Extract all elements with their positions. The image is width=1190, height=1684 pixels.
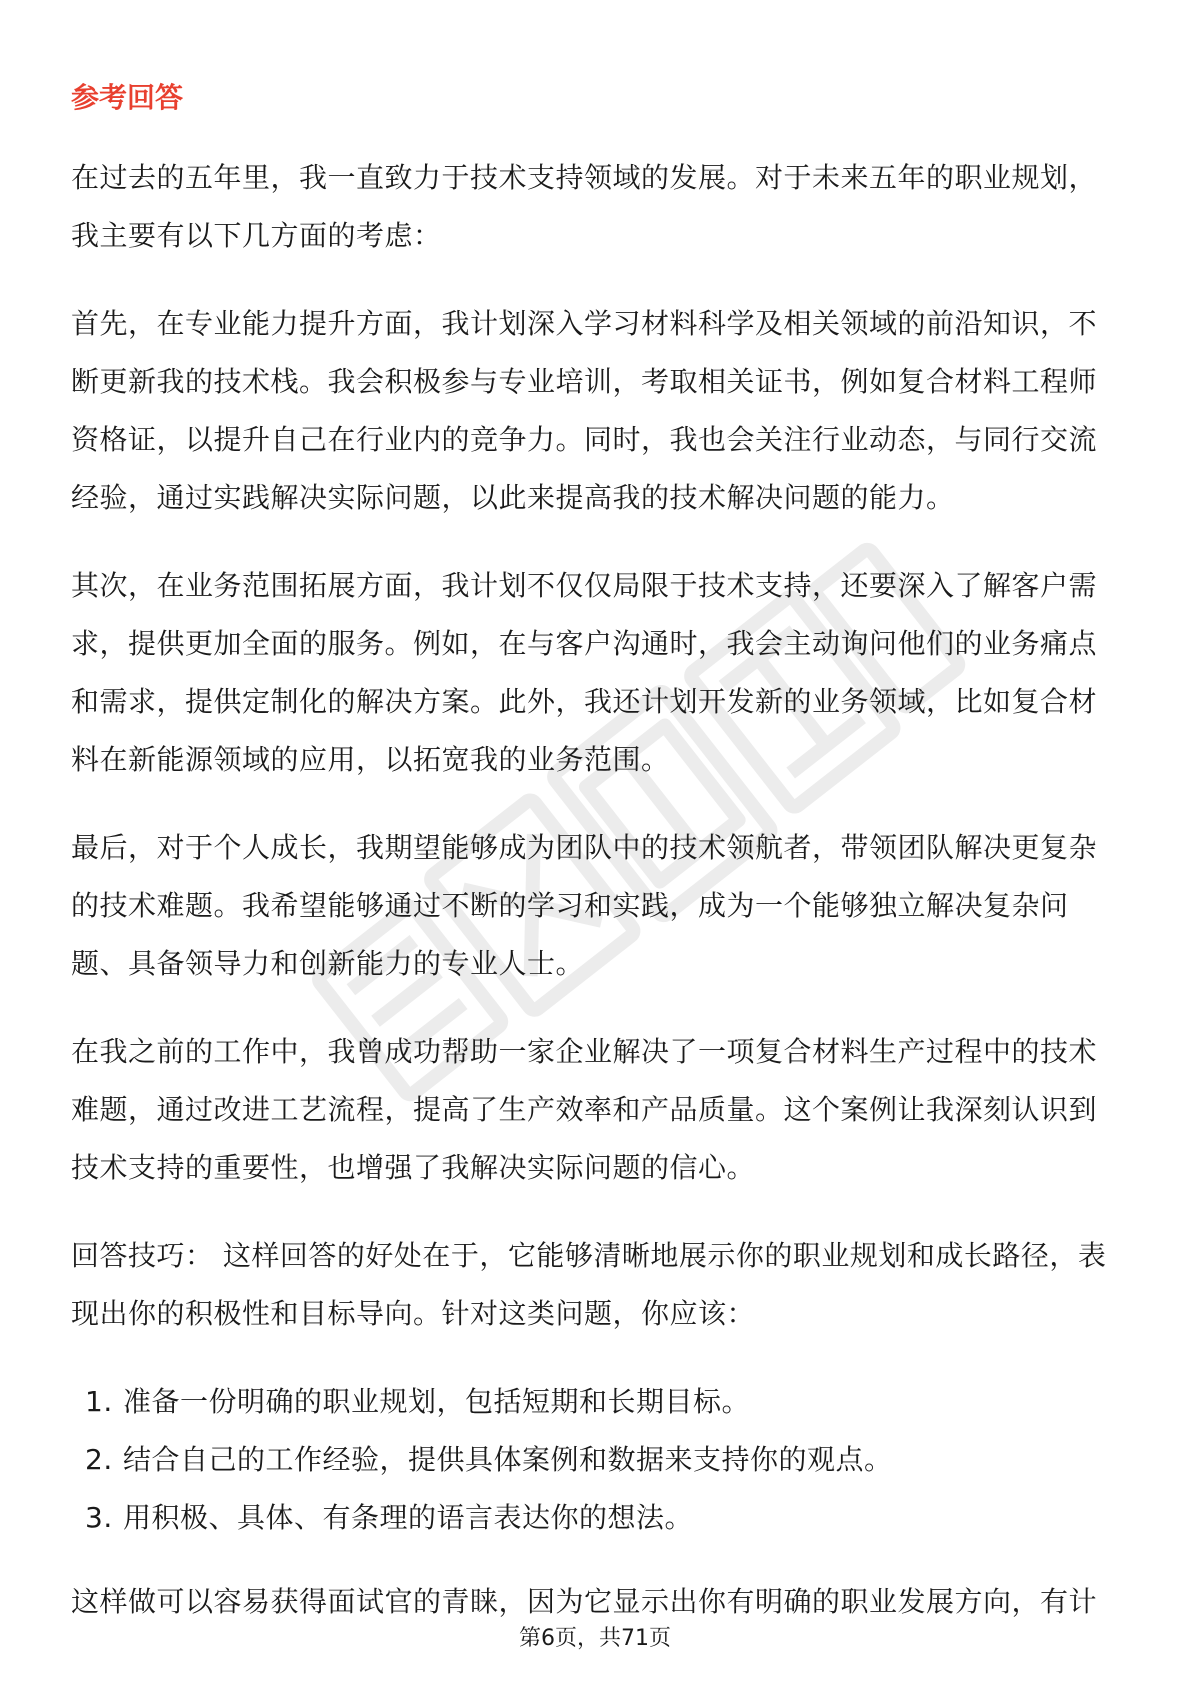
section-heading: 参考回答 [71,81,184,114]
list-item-number: 1. [85,1385,113,1418]
paragraph-intro: 在过去的五年里，我一直致力于技术支持领域的发展。对于未来五年的职业规划，我主要有以下几方面的考虑： [71,161,1098,252]
page-number: 第6页，共71页 [519,1626,671,1651]
paragraph-business: 其次，在业务范围拓展方面，我计划不仅仅局限于技术支持，还要深入了解客户需求，提供更加全面的服务。例如，在与客户沟通时，我会主动询问他们的业务痛点和需求，提供定制化的解决方案。此外，我还计划开发新的业务领域，比如复合材料在新能源领域的应用，以拓宽我的业务范围。 [71,569,1098,776]
list-item-text: 用积极、具体、有条理的语言表达你的想法。 [123,1501,694,1534]
list-item-text: 结合自己的工作经验，提供具体案例和数据来支持你的观点。 [123,1443,893,1476]
answer-body [71,149,1123,1661]
paragraph-case: 在我之前的工作中，我曾成功帮助一家企业解决了一项复合材料生产过程中的技术难题，通过改进工艺流程，提高了生产效率和产品质量。这个案例让我深刻认识到技术支持的重要性，也增强了我解决实际问题的信心。 [71,1035,1098,1184]
paragraph-tips-intro: 回答技巧： 这样回答的好处在于，它能够清晰地展示你的职业规划和成长路径，表现出你的积极性和目标导向。针对这类问题，你应该： [71,1239,1107,1330]
list-item-text: 准备一份明确的职业规划，包括短期和长期目标。 [123,1385,751,1418]
tips-list [71,1373,1123,1547]
list-item [71,1489,1123,1547]
paragraph-growth: 最后，对于个人成长，我期望能够成为团队中的技术领航者，带领团队解决更复杂的技术难题。我希望能够通过不断的学习和实践，成为一个能够独立解决复杂问题、具备领导力和创新能力的专业人士。 [71,831,1098,980]
list-item-number: 2. [85,1443,113,1476]
list-item [71,1373,1123,1431]
list-item-number: 3. [85,1501,113,1534]
paragraph-conclusion: 这样做可以容易获得面试官的青睐，因为它显示出你有明确的职业发展方向，有计 [71,1585,1098,1618]
paragraph-skills: 首先，在专业能力提升方面，我计划深入学习材料科学及相关领域的前沿知识，不断更新我的技术栈。我会积极参与专业培训，考取相关证书，例如复合材料工程师资格证，以提升自己在行业内的竞争力。同时，我也会关注行业动态，与同行交流经验，通过实践解决实际问题，以此来提高我的技术解决问题的能力。 [71,307,1098,514]
list-item [71,1431,1123,1489]
